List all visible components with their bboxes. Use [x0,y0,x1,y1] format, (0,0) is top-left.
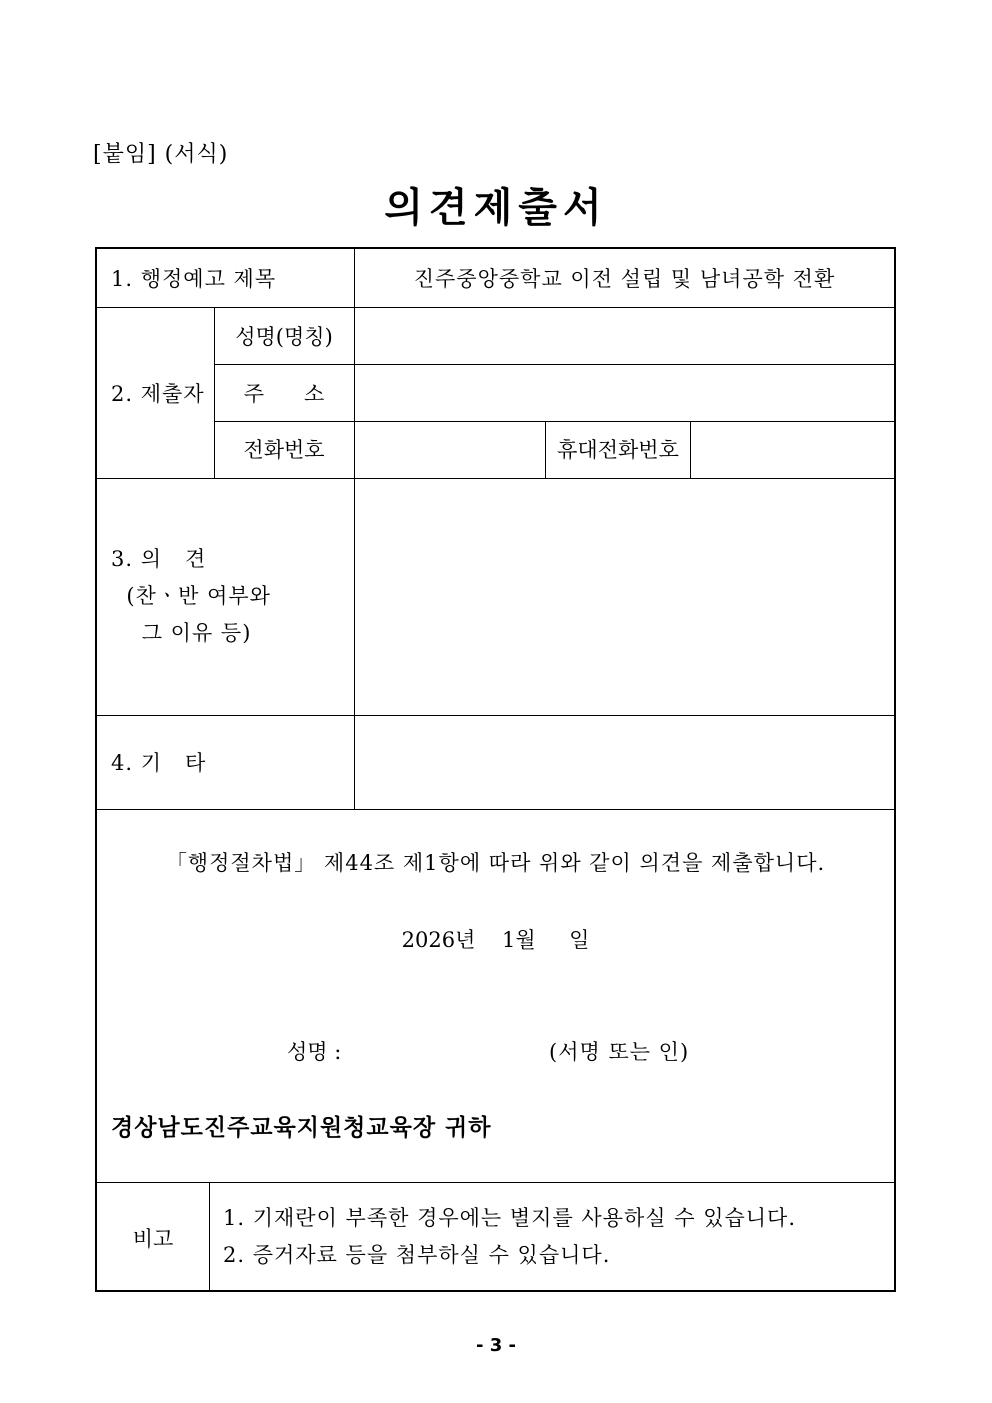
page-number: - 3 - [476,1335,516,1356]
remarks-note-1: 1. 기재란이 부족한 경우에는 별지를 사용하실 수 있습니다. [223,1206,797,1230]
phone-field[interactable] [355,421,545,477]
document-title: 의견제출서 [384,184,608,231]
row-divider-1 [97,307,894,308]
address-field[interactable] [355,364,894,421]
mobile-label: 휴대전화번호 [557,438,679,462]
column-divider-remarks [209,1182,210,1292]
row-divider-remarks [97,1182,894,1183]
row-divider-address [214,421,894,422]
declaration-text: 「행정절차법」 제44조 제1항에 따라 위와 같이 의견을 제출합니다. [165,851,826,875]
submitter-label: 2. 제출자 [111,381,205,406]
mobile-field[interactable] [691,421,894,477]
other-field[interactable] [355,715,894,809]
opinion-field[interactable] [355,478,894,715]
signature-label: 성명 : [287,1040,342,1064]
phone-label: 전화번호 [243,438,325,462]
remarks-notes [223,1200,796,1274]
row-divider-2 [97,478,894,479]
notice-title-value: 진주중앙중학교 이전 설립 및 남녀공학 전환 [413,267,836,291]
name-label: 성명(명칭) [235,324,333,349]
column-divider-main [354,249,355,809]
column-divider-submitter [214,307,215,478]
opinion-label [111,541,271,652]
submission-date: 2026년 1월 일 [401,928,590,952]
other-label: 4. 기 타 [111,751,207,775]
address-label: 주 소 [243,381,325,406]
name-field[interactable] [355,307,894,364]
column-divider-mobile [690,421,691,478]
opinion-form [95,247,896,1292]
row-divider-3 [97,715,894,716]
opinion-label-line2: (찬ㆍ반 여부와 [111,584,271,608]
attachment-label: [붙임] (서식) [93,142,229,167]
remarks-note-2: 2. 증거자료 등을 첨부하실 수 있습니다. [223,1243,611,1267]
row-divider-name [214,364,894,365]
opinion-label-line1: 3. 의 견 [111,547,207,571]
signature-note: (서명 또는 인) [549,1040,690,1064]
opinion-label-line3: 그 이유 등) [111,621,252,645]
notice-title-label: 1. 행정예고 제목 [111,267,277,291]
addressee: 경상남도진주교육지원청교육장 귀하 [111,1114,492,1141]
column-divider-phone [545,421,546,478]
row-divider-4 [97,809,894,810]
remarks-label: 비고 [132,1226,174,1251]
